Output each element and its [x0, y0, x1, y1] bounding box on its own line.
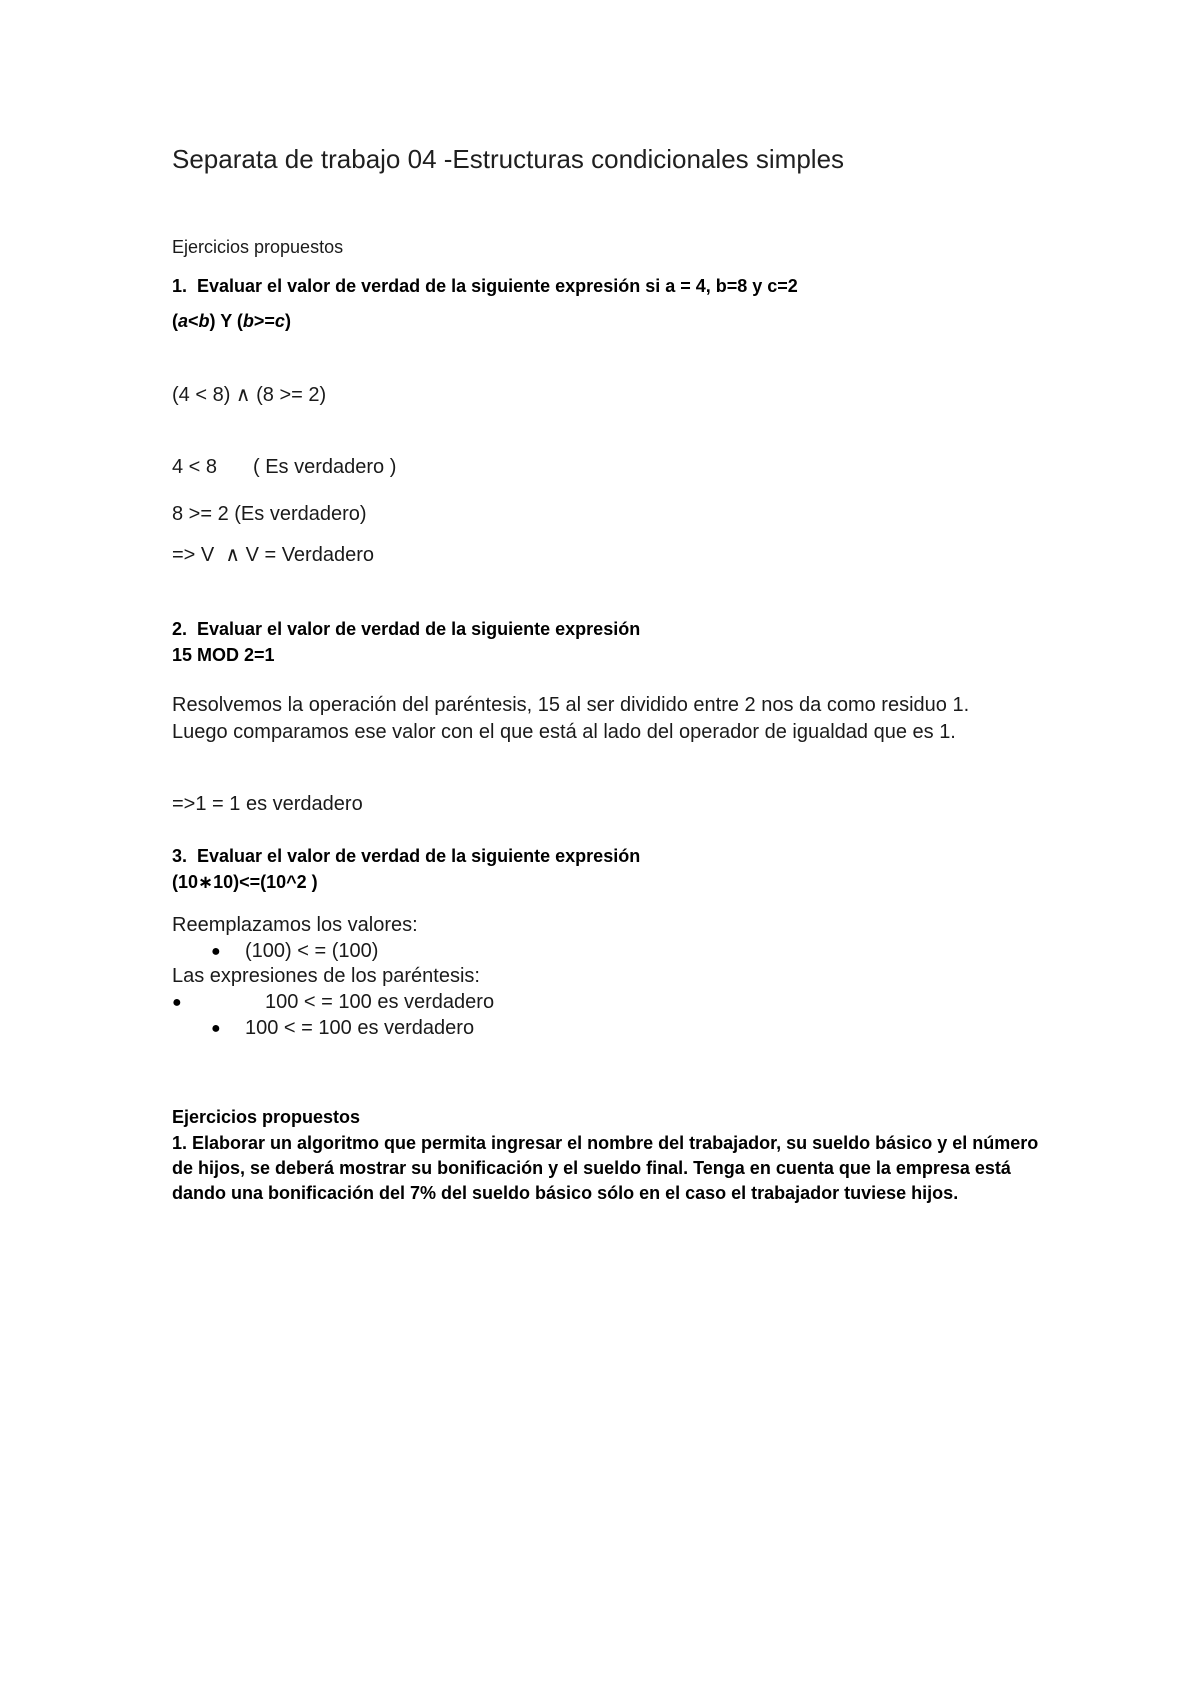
section-heading-proposed-2: Ejercicios propuestos	[172, 1107, 361, 1127]
exercise-3-statement: 3. Evaluar el valor de verdad de la siguiente expresión	[172, 846, 641, 866]
exercise-3-bullet-1: (100) < = (100)	[245, 940, 379, 962]
expr-var-a: a	[178, 311, 189, 331]
exercise-2-explanation: Resolvemos la operación del paréntesis, 15 al ser dividido entre 2 nos da como residuo 1. Luego comparamos ese valor con el que está al lado del operador de igualdad que es 1.	[172, 694, 970, 743]
exercise-3-bullet-3: 100 < = 100 es verdadero	[245, 1017, 475, 1039]
exercise-1-expression	[172, 311, 291, 332]
exercise-2-expression: 15 MOD 2=1	[172, 645, 275, 665]
document-title: Separata de trabajo 04 -Estructuras condicionales simples	[172, 144, 845, 174]
expr-operator-ge: >=	[253, 311, 275, 331]
expr-var-c: c	[274, 311, 285, 331]
section-heading-proposed: Ejercicios propuestos	[172, 237, 344, 257]
expr-operator-lt: <	[188, 311, 199, 331]
exercise-1-result: => V ∧ V = Verdadero	[172, 544, 374, 566]
expr-paren: (	[172, 311, 178, 331]
task-1-statement: 1. Elaborar un algoritmo que permita ingresar el nombre del trabajador, su sueldo básico y el número de hijos, se deberá mostrar su bonificación y el sueldo final. Tenga en cuenta que la empresa está dando una bonificación del 7% del sueldo básico sólo en el caso el trabajador tuviese hijos.	[172, 1133, 1039, 1203]
bullet-icon: ●	[172, 994, 182, 1011]
exercise-1-statement: 1. Evaluar el valor de verdad de la siguiente expresión si a = 4, b=8 y c=2	[172, 276, 798, 296]
exercise-3-parens-label: Las expresiones de los paréntesis:	[172, 965, 480, 987]
bullet-icon: ●	[211, 1020, 221, 1037]
bullet-icon: ●	[211, 943, 221, 960]
exercise-1-step1-left: 4 < 8	[172, 456, 218, 478]
exercise-2-result: =>1 = 1 es verdadero	[172, 793, 363, 815]
exercise-3-bullet-2: 100 < = 100 es verdadero	[265, 991, 495, 1013]
expr-and-word: ) Y (	[209, 311, 243, 331]
expr-paren-close: )	[284, 311, 291, 331]
expr-var-b: b	[198, 311, 210, 331]
exercise-1-step2: 8 >= 2 (Es verdadero)	[172, 503, 367, 525]
exercise-2-statement: 2. Evaluar el valor de verdad de la siguiente expresión	[172, 619, 641, 639]
exercise-1-step1-right: ( Es verdadero )	[253, 456, 397, 478]
exercise-3-expression: (10∗10)<=(10^2 )	[172, 872, 318, 892]
exercise-3-replace-label: Reemplazamos los valores:	[172, 914, 418, 936]
expr-var-b2: b	[242, 311, 254, 331]
exercise-1-substituted: (4 < 8) ∧ (8 >= 2)	[172, 384, 327, 406]
